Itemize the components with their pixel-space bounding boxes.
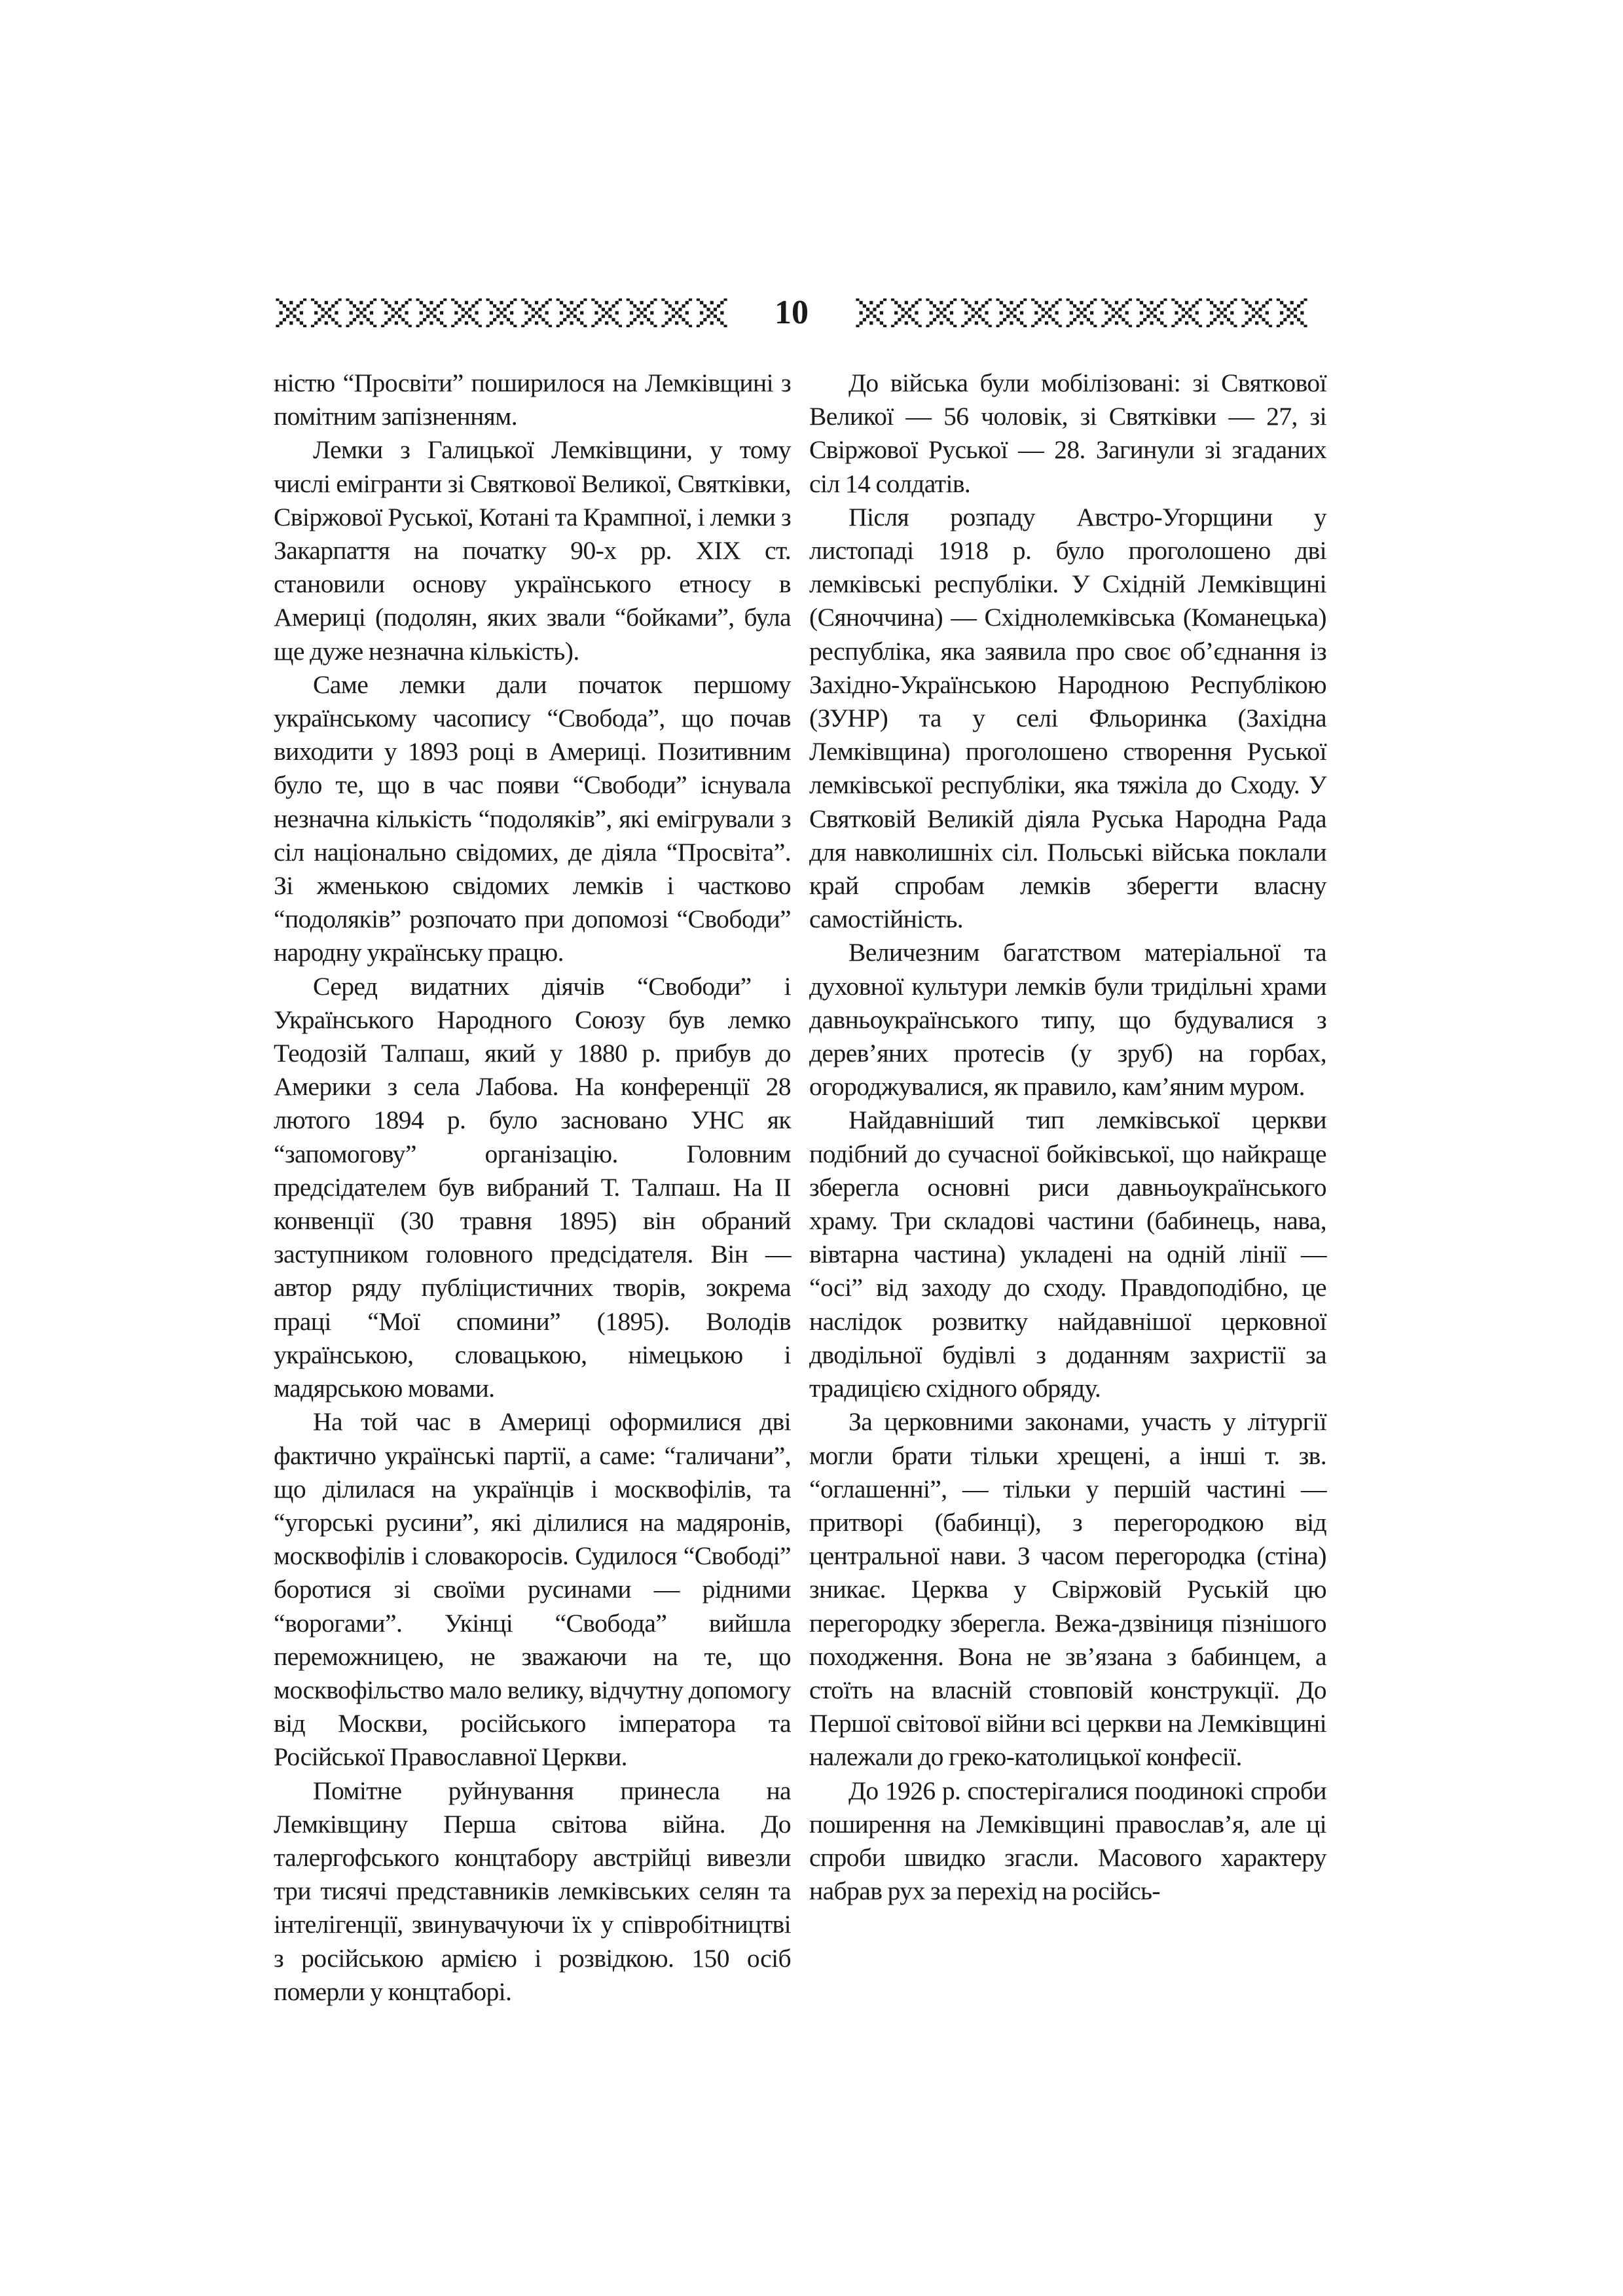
ornament-motif [1241, 298, 1272, 327]
ornament-motif [591, 298, 622, 327]
right-column [809, 367, 1326, 1908]
ornament-motif [416, 298, 447, 327]
paragraph: На той час в Америці оформилися дві фактично українські партії, а саме: “галичани”, що ділилася на українців і москвофілів, та “угорські русини”, які ділилися на мадяронів, москвофілів і словакоросів. Судилося “Свободі” боротися зі своїми русинами — рідними “ворогами”. Укінці “Свобода” вийшла переможницею, не зважаючи на те, що москвофільство мало велику, відчутну допомогу від Москви, російського імператора та Російської Православної Церкви. [274, 1407, 791, 1772]
paragraph: За церковними законами, участь у літургії могли брати тільки хрещені, а інші т. зв. “оглашенні”, — тільки у першій частині — притворі (бабинці), з перегородкою від центральної нави. З часом перегородка (стіна) зникає. Церква у Свіржовій Руській цю перегородку зберегла. Вежа-дзвіниця пізнішого походження. Вона не зв’язана з бабинцем, а стоїть на власній стовповій конструкції. До Першої світової війни всі церкви на Лемківщині належали до греко-католицької конфесії. [809, 1407, 1326, 1772]
ornament-motif [276, 298, 306, 327]
paragraph: Після розпаду Австро-Угорщини у листопаді 1918 р. було проголошено дві лемківські республіки. У Східній Лемківщині (Сяноччина) — Східнолемківська (Команецька) республіка, яка заявила про своє об’єднання із Західно-Українською Народною Республікою (ЗУНР) та у селі Фльоринка (Західна Лемківщина) проголошено створення Руської лемківської республіки, яка тяжіла до Сходу. У Святковій Великій діяла Руська Народна Рада для навколишніх сіл. Польські війська поклали край спробам лемків зберегти власну самостійність. [809, 502, 1326, 934]
ornament-motif [1067, 298, 1097, 327]
paragraph: Саме лемки дали початок першому українському часопису “Свобода”, що почав виходити у 1893 році в Америці. Позитивним було те, що в час появи “Свободи” існувала незначна кількість “подоляків”, які емігрували з сіл національно свідомих, де діяла “Просвіта”. Зі жменькою свідомих лемків і частково “подоляків” розпочато при допомозі “Свободи” народну українську працю. [274, 670, 791, 967]
ornament-motif [961, 298, 992, 327]
cross-stitch-ornament-icon [274, 298, 729, 327]
ornament-motif [1171, 298, 1202, 327]
ornament-motif [311, 298, 342, 327]
ornament-motif [926, 298, 957, 327]
paragraph: Помітне руйнування принесла на Лемківщину Перша світова війна. До талергофського концтабору австрійці вивезли три тисячі представників лемківських селян та інтелігенції, звинувачуючи їх у співробітництві з російською армією і розвідкою. 150 осіб померли у концтаборі. [274, 1776, 791, 2006]
page-number: 10 [775, 294, 809, 331]
cross-stitch-ornament-icon [854, 298, 1309, 327]
ornament-motif [627, 298, 657, 327]
paragraph: Серед видатних діячів “Свободи” і Українського Народного Союзу був лемко Теодозій Талпаш, який у 1880 р. прибув до Америки з села Лабова. На конференції 28 лютого 1894 р. було засновано УНС як “запомогову” організацію. Головним предсідателем був вибраний Т. Талпаш. На II конвенції (30 травня 1895) він обраний заступником головного предсідателя. Він — автор ряду публіцистичних творів, зокрема праці “Мої спомини” (1895). Володів українською, словацькою, німецькою і мадярською мовами. [274, 971, 791, 1403]
paragraph: ністю “Просвіти” поширилося на Лемківщині з помітним запізненням. [274, 368, 791, 431]
ornament-motif [381, 298, 412, 327]
ornament-motif [996, 298, 1027, 327]
ornament-motif [1277, 298, 1307, 327]
ornament-motif [856, 298, 886, 327]
paragraph: До війська були мобілізовані: зі Святкової Великої — 56 чоловік, зі Святківки — 27, зі Свіржової Руської — 28. Загинули зі згаданих сіл 14 солдатів. [809, 368, 1326, 498]
ornament-motif [661, 298, 692, 327]
ornament-motif [1207, 298, 1237, 327]
paragraph: Найдавніший тип лемківської церкви подібний до сучасної бойківської, що найкраще зберегла основні риси давньоукраїнського храму. Три складові частини (бабинець, нава, вівтарна частина) укладені на одній лінії — “осі” від заходу до сходу. Правдоподібно, це наслідок розвитку найдавнішої церковної дводільної будівлі з доданням захристії за традицією східного обряду. [809, 1105, 1326, 1403]
paragraph: Величезним багатством матеріальної та духовної культури лемків були тридільні храми давньоукраїнського типу, що будувалися з дерев’яних протесів (у зруб) на горбах, огороджувалися, як правило, кам’яним муром. [809, 938, 1326, 1102]
ornament-motif [556, 298, 587, 327]
paragraph: Лемки з Галицької Лемківщини, у тому числі емігранти зі Святкової Великої, Святківки, Свіржової Руської, Котані та Крампної, і лемки з Закарпаття на початку 90-х рр. XIX ст. становили основу українського етносу в Америці (подолян, яких звали “бойками”, була ще дуже незначна кількість). [274, 435, 791, 666]
ornament-motif [451, 298, 482, 327]
ornament-motif [1101, 298, 1132, 327]
ornament-motif [346, 298, 376, 327]
ornament-motif [697, 298, 727, 327]
left-column [274, 367, 791, 2009]
page-header [274, 293, 1309, 332]
ornament-motif [486, 298, 517, 327]
ornament-motif [891, 298, 922, 327]
ornament-motif [1137, 298, 1167, 327]
paragraph: До 1926 р. спостерігалися поодинокі спроби поширення на Лемківщині православ’я, але ці спроби швидко згасли. Масового характеру набрав рух за перехід на російсь- [809, 1776, 1326, 1906]
ornament-motif [1031, 298, 1062, 327]
ornament-motif [521, 298, 552, 327]
